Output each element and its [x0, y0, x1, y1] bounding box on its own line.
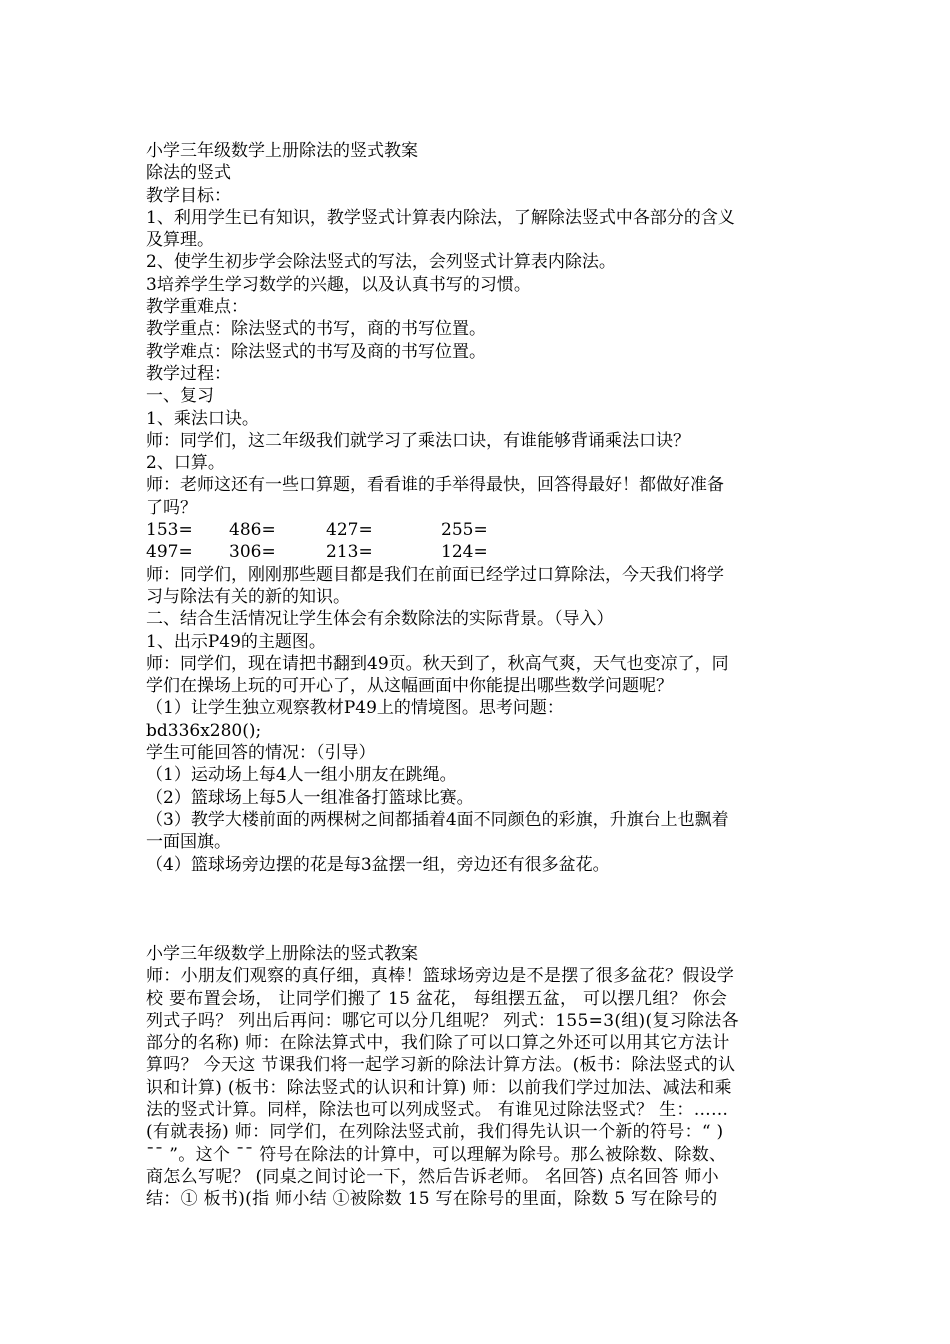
text-line: 学们在操场上玩的可开心了，从这幅画面中你能提出哪些数学问题呢？ [146, 676, 673, 697]
document-title: 小学三年级数学上册除法的竖式教案 [146, 141, 418, 161]
section-heading: 教学目标： [146, 185, 231, 206]
math-row [146, 541, 808, 563]
section-heading: 教学重难点： [146, 297, 248, 318]
text-line: 2、口算。 [146, 453, 225, 474]
text-line: 一面国旗。 [146, 832, 231, 853]
text-line: （1）让学生独立观察教材P49上的情境图。思考问题： [146, 698, 564, 719]
text-line: 法的竖式计算。同样，除法也可以列成竖式。 有谁见过除法竖式？ 生：…… [146, 1100, 729, 1121]
text-line: 了吗？ [146, 497, 197, 518]
text-line: 教学重点：除法竖式的书写，商的书写位置。 [146, 319, 486, 340]
math-item: 427= [326, 520, 373, 541]
math-item: 213= [326, 542, 373, 563]
text-line: (有就表扬) 师：同学们，在列除法竖式前，我们得先认识一个新的符号：“ ) [146, 1122, 724, 1143]
text-line: （2）篮球场上每5人一组准备打篮球比赛。 [146, 787, 474, 808]
document-title: 小学三年级数学上册除法的竖式教案 [146, 944, 418, 964]
text-line: 及算理。 [146, 230, 214, 251]
text-line: 师：小朋友们观察的真仔细，真棒！篮球场旁边是不是摆了很多盆花？假设学 [146, 966, 735, 987]
text-line: 师：同学们，现在请把书翻到49页。秋天到了，秋高气爽，天气也变凉了，同 [146, 653, 729, 674]
math-item: 306= [229, 542, 276, 563]
text-line: 结：① 板书)(指 师小结 ①被除数 15 写在除号的里面，除数 5 写在除号的 [146, 1189, 718, 1210]
lesson-title: 除法的竖式 [146, 163, 231, 184]
text-line: 算吗？ 今天这 节课我们将一起学习新的除法计算方法。(板书：除法竖式的认 [146, 1055, 736, 1076]
text-line: 习与除法有关的新的知识。 [146, 586, 350, 607]
math-item: 153= [146, 520, 193, 541]
text-line: 列式子吗？ 列出后再问：哪它可以分几组呢？ 列式：155=3(组)(复习除法各 [146, 1010, 739, 1031]
text-line: 部分的名称) 师：在除法算式中，我们除了可以口算之外还可以用其它方法计 [146, 1033, 730, 1054]
math-item: 497= [146, 542, 193, 563]
text-line: 1、乘法口诀。 [146, 408, 259, 429]
text-line: 校 要布置会场， 让同学们搬了 15 盆花， 每组摆五盆， 可以摆几组？ 你会 [146, 988, 728, 1009]
text-line: 2、使学生初步学会除法竖式的写法，会列竖式计算表内除法。 [146, 252, 616, 273]
section-heading: 二、结合生活情况让学生体会有余数除法的实际背景。（导入） [146, 609, 614, 630]
math-item: 255= [441, 520, 488, 541]
page-1-content [146, 140, 808, 876]
math-item: 124= [441, 542, 488, 563]
math-item: 486= [229, 520, 276, 541]
text-line: 3培养学生学习数学的兴趣，以及认真书写的习惯。 [146, 274, 531, 295]
text-line: 师：同学们，刚刚那些题目都是我们在前面已经学过口算除法，今天我们将学 [146, 564, 724, 585]
text-line: 1、利用学生已有知识，教学竖式计算表内除法，了解除法竖式中各部分的含义 [146, 207, 735, 228]
text-line: 学生可能回答的情况：（引导） [146, 743, 376, 764]
text-line: 1、出示P49的主题图。 [146, 631, 326, 652]
text-line: 师：同学们，这二年级我们就学习了乘法口诀，有谁能够背诵乘法口诀？ [146, 430, 690, 451]
page-2-content [146, 943, 808, 1211]
text-line: bd336x280(); [146, 720, 262, 741]
text-line: （1）运动场上每4人一组小朋友在跳绳。 [146, 765, 457, 786]
text-line: （3）教学大楼前面的两棵树之间都插着4面不同颜色的彩旗，升旗台上也飘着 [146, 809, 729, 830]
text-line: （4）篮球场旁边摆的花是每3盆摆一组，旁边还有很多盆花。 [146, 854, 610, 875]
math-row [146, 519, 808, 541]
text-line: 一、复习 [146, 386, 214, 407]
text-line: ¯¯ ”。这个 ¯¯ 符号在除法的计算中，可以理解为除号。那么被除数、除数、 [146, 1144, 727, 1165]
text-line: 师：老师这还有一些口算题，看看谁的手举得最快，回答得最好！都做好准备 [146, 475, 724, 496]
text-line: 商怎么写呢？ (同桌之间讨论一下，然后告诉老师。 名回答) 点名回答 师小 [146, 1166, 719, 1187]
text-line: 识和计算) (板书：除法竖式的认识和计算) 师：以前我们学过加法、减法和乘 [146, 1077, 732, 1098]
text-line: 教学难点：除法竖式的书写及商的书写位置。 [146, 341, 486, 362]
section-heading: 教学过程： [146, 363, 231, 384]
